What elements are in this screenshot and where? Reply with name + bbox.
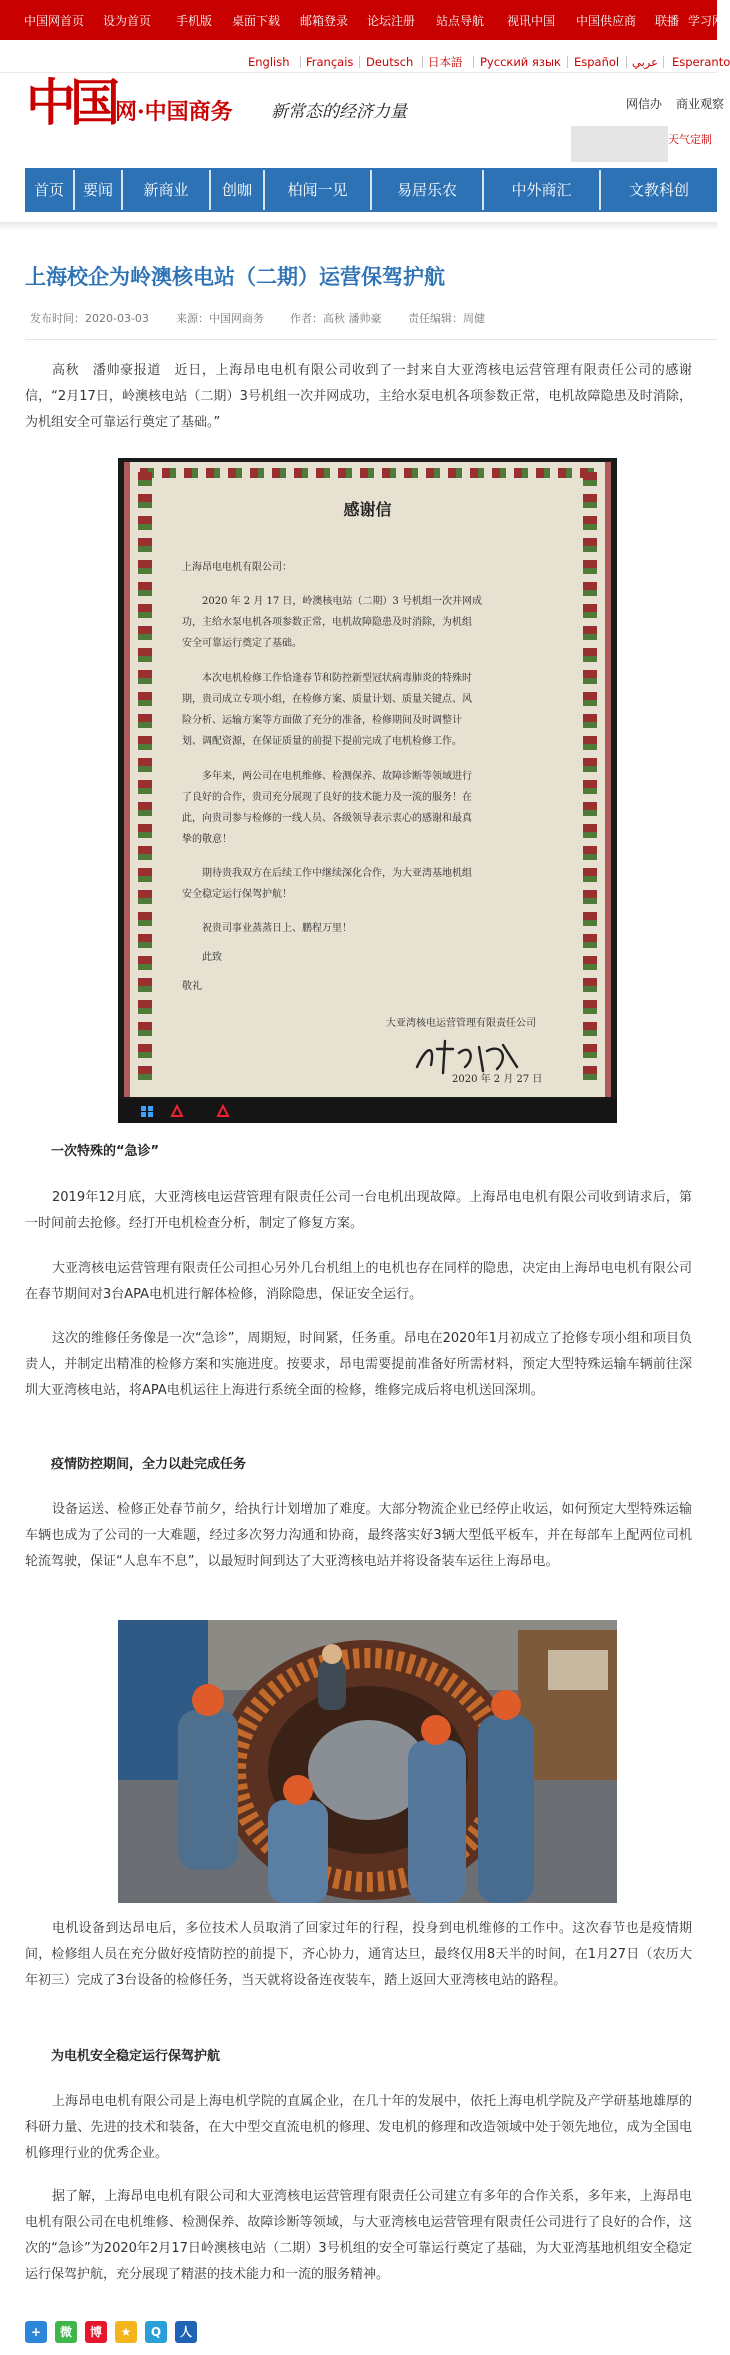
- letter-line: 安全稳定运行保驾护航！: [182, 889, 292, 900]
- taskbar-strip: [118, 1099, 617, 1123]
- renren-icon[interactable]: 人: [175, 2321, 197, 2343]
- letter-border-decoration: [583, 472, 597, 1087]
- article-editor: 责任编辑：周健: [408, 312, 485, 325]
- site-logo-text: 网·中国商务: [115, 99, 233, 125]
- letter-signature-date: 2020 年 2 月 27 日: [452, 1074, 543, 1085]
- workers-repairing-motor-photo: [118, 1620, 617, 1903]
- pdf-icon: [170, 1104, 184, 1118]
- letter-line: 了良好的合作，贵司充分展现了良好的技术能力及一流的服务！在: [182, 792, 472, 803]
- lang-german[interactable]: Deutsch: [366, 55, 414, 69]
- lang-french[interactable]: Français: [306, 55, 354, 69]
- nav-item-home[interactable]: 首页: [33, 181, 64, 199]
- header-link-business-watch[interactable]: 商业观察: [676, 97, 725, 111]
- nav-item-sino-foreign[interactable]: 中外商汇: [511, 181, 572, 199]
- qzone-icon[interactable]: ★: [115, 2321, 137, 2343]
- lang-arabic[interactable]: عربي: [632, 55, 658, 69]
- section-heading-safety: 为电机安全稳定运行保驾护航: [51, 2049, 221, 2064]
- body-paragraph: 设备运送、检修正处春节前夕，给执行计划增加了难度。大部分物流企业已经停止收运，如何预定大型特殊运输车辆也成为了公司的一大难题，经过多次努力沟通和协商，最终落实好3辆大型低平板车，并在每部车上配两位司机轮流驾驶，保证“人息车不息”，以最短时间到达了大亚湾核电站并将设备装车运往上海昂电。: [25, 1502, 692, 1569]
- nav-item-new-business[interactable]: 新商业: [143, 181, 189, 199]
- plus-icon[interactable]: +: [25, 2321, 47, 2343]
- main-navigation: [25, 168, 717, 212]
- section-heading-epidemic: 疫情防控期间，全力以赴完成任务: [51, 1457, 247, 1472]
- top-nav-desktop-download[interactable]: 桌面下载: [232, 14, 281, 28]
- header-ad-placeholder: [571, 126, 668, 162]
- site-slogan: 新常态的经济力量: [271, 102, 407, 122]
- top-nav-study[interactable]: 学习网: [688, 14, 725, 28]
- wechat-icon[interactable]: 微: [55, 2321, 77, 2343]
- top-nav-site-map[interactable]: 站点导航: [436, 14, 485, 28]
- letter-line: 挚的敬意！: [182, 834, 232, 845]
- nav-item-culture-tech[interactable]: 文教科创: [628, 181, 689, 199]
- lang-esperanto[interactable]: Esperanto: [672, 55, 730, 69]
- letter-line: 此，向贵司参与检修的一线人员、各级领导表示衷心的感谢和最真: [182, 813, 472, 824]
- lang-divider: [359, 56, 360, 68]
- site-logo[interactable]: 中国: [26, 73, 114, 132]
- body-paragraph: 这次的维修任务像是一次“急诊”，周期短，时间紧，任务重。昂电在2020年1月初成立了抢修专项小组和项目负责人，并制定出精准的检修方案和实施进度。按要求，昂电需要提前准备好所需材料，预定大型特殊运输车辆前往深圳大亚湾核电站，将APA电机运往上海进行系统全面的检修，维修完成后将电机送回深圳。: [25, 1331, 692, 1398]
- body-paragraph: 大亚湾核电运营管理有限责任公司担心另外几台机组上的电机也存在同样的隐患，决定由上海昂电电机有限公司在春节期间对3台APA电机进行解体检修，消除隐患，保证安全运行。: [25, 1261, 692, 1302]
- letter-line: 祝贵司事业蒸蒸日上、鹏程万里！: [202, 923, 352, 934]
- letter-heading: 感谢信: [343, 500, 392, 519]
- article-author: 作者：高秋 潘帅豪: [290, 312, 382, 325]
- meta-divider: [25, 339, 717, 340]
- letter-line: 期，贵司成立专项小组，在检修方案、质量计划、质量关键点、风: [182, 694, 472, 705]
- nav-item-headlines[interactable]: 要闻: [82, 181, 113, 199]
- body-paragraph: 电机设备到达昂电后，多位技术人员取消了回家过年的行程，投身到电机维修的工作中。这次春节也是疫情期间，检修组人员在充分做好疫情防控的前提下，齐心协力，通宵达旦，最终仅用8天半的时间，在1月27日（农历大年初三）完成了3台设备的检修任务，当天就将设备连夜装车，踏上返回大亚湾核电站的路程。: [25, 1921, 692, 1988]
- letter-line: 划、调配资源，在保证质量的前提下提前完成了电机检修工作。: [182, 736, 462, 747]
- letter-line: 2020 年 2 月 17 日，岭澳核电站（二期）3 号机组一次并网成: [202, 596, 482, 607]
- lang-divider: [567, 56, 568, 68]
- nav-item-yiju[interactable]: 易居乐农: [396, 181, 457, 199]
- letter-border-decoration: [140, 468, 595, 478]
- nav-shadow: [0, 222, 717, 230]
- letter-line: 功，主给水泵电机各项参数正常，电机故障隐患及时消除，为机组: [182, 617, 472, 628]
- top-nav-china-supplier[interactable]: 中国供应商: [576, 14, 637, 28]
- letter-line: 敬礼: [182, 981, 202, 992]
- letter-border-decoration: [138, 472, 152, 1087]
- body-paragraph: 2019年12月底，大亚湾核电运营管理有限责任公司一台电机出现故障。上海昂电电机有限公司收到请求后，第一时间前去抢修。经打开电机检查分析，制定了修复方案。: [25, 1190, 692, 1231]
- nav-item-bowen[interactable]: 柏闻一见: [287, 181, 348, 199]
- letter-line: 此致: [202, 952, 222, 963]
- thank-you-letter-photo: [118, 458, 617, 1123]
- publish-date: 发布时间：2020-03-03: [30, 312, 149, 325]
- section-heading-emergency: 一次特殊的“急诊”: [51, 1144, 160, 1159]
- letter-line: 本次电机检修工作恰逢春节和防控新型冠状病毒肺炎的特殊时: [202, 673, 472, 684]
- top-nav-set-homepage[interactable]: 设为首页: [103, 14, 152, 28]
- lang-divider: [663, 56, 664, 68]
- letter-line: 多年来，两公司在电机维修、检测保养、故障诊断等领域进行: [202, 771, 472, 782]
- lang-spanish[interactable]: Español: [574, 55, 620, 69]
- top-nav-china-home[interactable]: 中国网首页: [24, 14, 85, 28]
- top-nav-forum-register[interactable]: 论坛注册: [367, 14, 416, 28]
- letter-line: 期待贵我双方在后续工作中继续深化合作，为大亚湾基地机组: [202, 868, 472, 879]
- lang-divider: [473, 56, 474, 68]
- article-title: 上海校企为岭澳核电站（二期）运营保驾护航: [25, 265, 445, 289]
- lang-divider: [626, 56, 627, 68]
- language-bar: [0, 55, 730, 71]
- nav-item-chuangka[interactable]: 创咖: [221, 181, 252, 199]
- top-navigation-bar: [0, 0, 725, 40]
- header-link-cac[interactable]: 网信办: [626, 97, 663, 111]
- top-nav-mail-login[interactable]: 邮箱登录: [300, 14, 349, 28]
- top-nav-broadcast[interactable]: 联播: [655, 14, 680, 28]
- letter-signature-org: 大亚湾核电运营管理有限责任公司: [386, 1018, 536, 1029]
- weibo-icon[interactable]: 博: [85, 2321, 107, 2343]
- pdf-icon: [216, 1104, 230, 1118]
- letter-line: 安全可靠运行奠定了基础。: [182, 638, 302, 649]
- letter-salutation: 上海昂电电机有限公司：: [182, 562, 292, 573]
- top-nav-mobile[interactable]: 手机版: [176, 14, 213, 28]
- lang-divider: [422, 56, 423, 68]
- letter-line: 险分析、运输方案等方面做了充分的准备，检修期间及时调整计: [182, 715, 462, 726]
- body-paragraph: 上海昂电电机有限公司是上海电机学院的直属企业，在几十年的发展中，依托上海电机学院及产学研基地雄厚的科研力量、先进的技术和装备，在大中型交直流电机的修理、发电机的修理和改造领域中处于领先地位，成为全国电机修理行业的优秀企业。: [25, 2094, 692, 2161]
- lang-english[interactable]: English: [248, 55, 290, 69]
- letter-paper: [124, 462, 611, 1097]
- lang-divider: [300, 56, 301, 68]
- lead-paragraph: 高秋 潘帅豪报道 近日，上海昂电电机有限公司收到了一封来自大亚湾核电运营管理有限责任公司的感谢信，“2月17日，岭澳核电站（二期）3号机组一次并网成功，主给水泵电机各项参数正常，电机故障隐患及时消除，为机组安全可靠运行奠定了基础。”: [25, 363, 692, 430]
- windows-icon: [140, 1104, 154, 1118]
- article-source: 来源：中国网商务: [176, 312, 264, 325]
- top-nav-video-china[interactable]: 视讯中国: [507, 14, 556, 28]
- handwritten-signature: [413, 1037, 523, 1077]
- lang-japanese[interactable]: 日本語: [428, 55, 463, 69]
- qq-icon[interactable]: Q: [145, 2321, 167, 2343]
- lang-russian[interactable]: Русский язык: [480, 55, 561, 69]
- weather-link[interactable]: 天气定制: [668, 133, 712, 146]
- body-paragraph: 据了解，上海昂电电机有限公司和大亚湾核电运营管理有限责任公司建立有多年的合作关系，多年来，上海昂电电机有限公司在电机维修、检测保养、故障诊断等领域，与大亚湾核电运营管理有限责任公司进行了良好的合作，这次的“急诊”为2020年2月17日岭澳核电站（二期）3号机组的安全可靠运行奠定了基础，为大亚湾基地机组安全稳定运行保驾护航，充分展现了精湛的技术能力和一流的服务精神。: [25, 2189, 692, 2282]
